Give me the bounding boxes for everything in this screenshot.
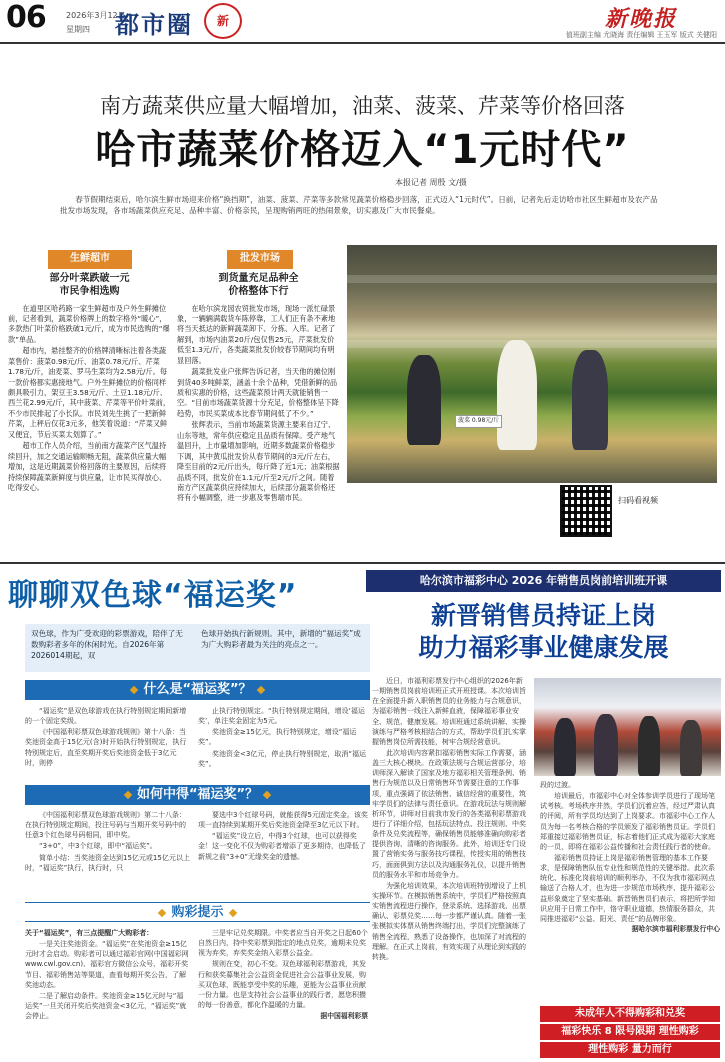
paragraph: 奖池资金≥15亿元，执行特别规定，增设“福运奖”。 xyxy=(198,728,357,747)
training-photo xyxy=(534,678,721,776)
slogan-bar: 理性购彩 量力而行 xyxy=(540,1042,720,1058)
question-title: 购彩提示 xyxy=(171,905,224,920)
paragraph: 《中国福利彩票双色球游戏规则》第十八条：当奖池资金高于15亿元(含)时开始执行特别规定，执行特别规定后，直至奖期开奖后奖池资金低于3亿元时，则停 xyxy=(25,728,187,767)
paragraph: 要选中3个红球号码，就能获得5元固定奖金。该奖项一直持续到某期开奖后奖池资金降至3亿元以下时。 xyxy=(198,811,368,830)
training-column-1 xyxy=(372,676,528,963)
training-headline-line1: 新晋销售员持证上岗 xyxy=(430,601,656,630)
paragraph: 奖池资金<3亿元，停止执行特别规定，取消“福运奖”。 xyxy=(198,749,366,768)
paragraph: 三是牢记兑奖期限。中奖者应当自开奖之日起60个自然日内，持中奖彩票到指定的地点兑奖，逾期未兑奖视为弃奖，弃奖奖金纳入彩票公益金。 xyxy=(198,929,368,958)
question-bar-what xyxy=(25,680,370,700)
story-column-2 xyxy=(177,250,340,505)
section-seal-logo: 新 xyxy=(204,3,242,39)
question-bar-tips xyxy=(25,902,370,922)
market-photo xyxy=(347,245,717,483)
source-credit: 据中国福利彩票 xyxy=(320,1012,368,1021)
lottery-intro-box xyxy=(25,624,370,672)
paragraph: 此次培训内容紧扣福彩销售实际工作需要，涵盖三大核心模块。在政策法规与合规运营部分，培训师深入解读了国家及地方福彩相关管理条例、销售行为规范以及日常销售环节需要注意的工作事项，重点强调了依法销售、诚信经营的重要性，筑牢学员们的法律与责任意识。在游戏玩法与规则解析环节，讲师对目前我市发行的各类福利彩票游戏进行了详细介绍，包括玩法特点、投注规则、中奖条件及兑奖流程等，确保销售员能够准确向购彩者提供咨询、清晰的咨询服务。此外，培训还专门设置了营销实务与服务技巧课程，传授实用的销售技巧，面面俱到方法以及沟通服务礼仪，以提升销售员的服务水平和市场竞争力。 xyxy=(372,748,526,879)
photo-shopper xyxy=(497,340,537,450)
paragraph: 为强化培训效果，本次培训班特别增设了上机实操环节。在模拟销售系统中，学员们严格按照真实销售流程进行操作，登录系统、选择游戏、出票确认、彩票兑奖……每一步都严谨认真。随着一张张模拟实体票从销售终端打出，学员们完整演练了销售全流程，熟悉了设备操作，也加深了对流程的理解。在正式上岗前，有效实现了从理论到实践的转换。 xyxy=(372,881,526,961)
training-headline-line2: 助力福彩事业健康发展 xyxy=(418,633,669,662)
paragraph: 关于“福运奖”，有三点提醒广大购彩者： xyxy=(25,929,154,937)
paragraph: “福运奖”是双色球游戏在执行特别规定期间新增的一个固定奖级。 xyxy=(25,707,187,726)
story-headline: 哈市蔬菜价格迈入“1元时代” xyxy=(95,127,630,173)
qr-code[interactable] xyxy=(560,485,612,537)
paragraph: 培训最后，市福彩中心对全体参训学员进行了现场笔试考核。考场秩序井然，学员们沉着应答，经过严肃认真的评阅，所有学员均达到了上岗要求。市福彩中心工作人员为每一名考核合格的学员颁发了福彩销售员证。学员们郑重接过福彩销售员证，标志着他们正式成为福彩大家庭的一员，即将在福彩公益传播和社会责任践行者的使命。 xyxy=(540,792,715,851)
paragraph: 超市工作人员介绍，当前南方蔬菜产区气温持续回升，加之交通运输顺畅无阻，蔬菜供应量大幅增加，这是近期蔬菜价格回落的主要原因，后续将持续保障蔬菜新鲜度与供应量，让市民买得放心、吃得安心。 xyxy=(8,441,167,492)
photo-person xyxy=(594,714,618,776)
paragraph: 福彩销售员持证上岗是福彩销售管理的基本工作要求，是保障销售队伍专业性和规范性的关键举措。此次系统化、标准化岗前培训的顺利举办，不仅为我市福彩网点输送了合格人才，也为进一步规范市场秩序、提升福彩公益形象奠定了坚实基础。新晋销售员们表示，将把所学知识应用于日常工作中，恪守职业道德，热情服务群众，共同推进福彩“公益、阳光、责任”的品牌形象。 xyxy=(540,853,715,923)
paragraph: 二是了解启动条件。奖池资金≥15亿元时与“福运奖”一旦关闭开奖后奖池资金<3亿元，“福运奖”就会停止。 xyxy=(25,991,187,1021)
page-number: 06 xyxy=(6,0,46,35)
slogan-bar: 未成年人不得购彩和兑奖 xyxy=(540,1006,720,1022)
paragraph: 超市内，悬挂整齐的价格牌清晰标注着各类蔬菜售价：菠菜0.98元/斤、油菜0.78元/斤、芹菜1.78元/斤，油麦菜、罗马生菜均为2.58元/斤。每一款价格都实惠接地气。户外生鲜摊位的价格同样颇具吸引力，架豆王3.58元/斤、土豆1.18元/斤、西兰花2.99元/斤，其中菠菜、芹菜等平价叶菜前，不少市民排起了小长队。市民刘先生挑了一把新鲜芹菜，上秤后仅花3元多，他笑着说道：“芹菜又鲜又便宜，节后买菜太划算了。” xyxy=(8,346,171,439)
story-lede: 春节假期结束后，哈尔滨生鲜市场迎来价格“换挡期”，油菜、菠菜、芹菜等多款常见蔬菜价格稳步回落，正式迈入“1元时代”。日前，记者先后走访哈市社区生鲜超市及农产品批发市场发现，各市场蔬菜供应充足、品种丰富、价格亲民，呈现购销两旺的热闹景象，切实惠及广大市民餐桌。 xyxy=(60,195,658,215)
paragraph: 在哈尔滨龙园农贸批发市场，现场一派忙碌景象，一辆辆满载货车陈停靠，工人们正有条不紊地将当天抵达的新鲜蔬菜卸下、分拣、入库。记者了解到，市场内油菜20斤/包仅售25元，芹菜批发价低至1.3元/斤，各类蔬菜批发价较春节期间均有明显回落。 xyxy=(177,303,336,365)
newspaper-logo: 新晚报 xyxy=(605,6,678,32)
paragraph: 规则在变，初心不变。双色球福利彩票游戏，其发行和获奖募集社会公益资金促进社会公益事业发展，购买双色球，既能享受中奖的乐趣，更能为公益事业贡献一份力量。也是支持社会公益事业的践行者，愿您积攒的每一份善意，都化作温暖的力量。 xyxy=(198,960,366,1009)
photo-shelf xyxy=(347,275,717,283)
paragraph: 简单小结：当奖池资金达到15亿元或15亿元以上时，“福运奖”执行，执行时，只 xyxy=(25,853,190,872)
section-title: 都市圈 xyxy=(115,11,193,39)
paragraph: 近日，市福利彩票发行中心组织的2026年新一期销售员岗前培训班正式开班授课。本次培训旨在全面提升新入职销售员的业务能力与合规意识，为福彩销售一线注入新鲜血液，保障福彩事业安全、规范、健康发展。培训班通过系统讲解、实操演练与严格考核相结合的方式，帮助学员们扎实掌握销售岗位所需技能，树牢合规经营意识。 xyxy=(372,677,526,746)
issue-date: 2026年3月12日 xyxy=(66,11,126,20)
diamond-icon xyxy=(256,685,264,693)
topic-tag-supermarket: 生鲜超市 xyxy=(48,250,132,269)
diamond-icon xyxy=(228,908,236,916)
paragraph: “福运奖”设立后，中得3个红球，也可以获得奖金！这一变化不仅为购彩者增添了更多期待，也降低了新规之前“3+0”无缘奖金的遗憾。 xyxy=(198,832,366,861)
subhead-wholesale-line2: 价格整体下行 xyxy=(228,286,289,297)
photo-person xyxy=(680,720,702,776)
subhead-supermarket-line1: 部分叶菜跌破一元 xyxy=(49,272,130,284)
story-column-1 xyxy=(8,250,171,494)
editor-credits: 值班副主编 尤晓海 责任编辑 王玉军 版式 关健阳 xyxy=(565,31,717,39)
photo-person xyxy=(638,716,660,776)
paragraph: 一是关注奖池资金。“福运奖”在奖池资金≥15亿元时才会启动。购彩者可以通过福彩官网(中国福彩网www.cwl.gov.cn)、福彩官方微信公众号、福彩开奖节目、福彩销售站等渠道，查看每期开奖公告，了解奖池动态。 xyxy=(25,940,189,989)
paragraph: 蔬菜批发业户张辉告诉记者，当天他的摊位刚到货40多吨鲜菜，涵盖十余个品种，凭借新鲜的品质和实惠的价格，这些蔬菜预计两天就能销售一空。“目前市场蔬菜货源十分充足，价格整体呈下降趋势，市民买菜成本比春节期间低了不少。” xyxy=(177,367,339,418)
question-title: 什么是“福运奖”？ xyxy=(143,682,252,697)
paragraph: 《中国福利彩票双色球游戏规则》第二十八条：在执行特别规定期间，投注号码与当期开奖号码中的任意3个红色球号码相同，即中奖。 xyxy=(25,811,186,840)
story-kicker: 南方蔬菜供应量大幅增加，油菜、菠菜、芹菜等价格回落 xyxy=(100,94,625,118)
question-text-left xyxy=(25,810,190,874)
slogan-bar: 福彩快乐 8 限号限期 理性购彩 xyxy=(540,1024,720,1040)
paragraph: “3+0”，中3个红球，即中“福运奖”。 xyxy=(39,842,157,851)
diamond-icon xyxy=(263,790,271,798)
question-title: 如何中得“福运奖”？ xyxy=(136,787,259,802)
paragraph: 张辉表示，当前市场蔬菜货源主要来自辽宁、山东等地，常年供应稳定且品质有保障。受产地气温回升，上市量增加影响，近期多数蔬菜价格稳步下调，其中黄瓜批发价从春节期间的3元/斤左右，降至目前的2元/斤出头，每斤降了近1元；油菜根据品质不同，批发价在1.1元/斤至2元/斤之间。随着南方产区蔬菜供应持续加大，后续部分蔬菜价格还将有小幅调整，进一步惠及零售端市民。 xyxy=(177,420,340,503)
subhead-supermarket-line2: 市民争相选购 xyxy=(59,286,120,297)
topic-tag-wholesale: 批发市场 xyxy=(227,250,293,269)
source-credit: 据哈尔滨市福利彩票发行中心 xyxy=(631,924,720,933)
qr-label: 扫码看视频 xyxy=(618,496,658,505)
intro-text-right: 色球开始执行新规则。其中，新增的“福运奖”成为广大购彩者最为关注的亮点之一。 xyxy=(201,629,361,649)
diamond-icon xyxy=(124,790,132,798)
issue-weekday: 星期四 xyxy=(66,25,90,34)
photo-person xyxy=(554,718,576,776)
intro-text-left: 双色球，作为广受欢迎的彩票游戏，陪伴了无数购彩者多年的休闲时光。自2026年第2026014期起，双 xyxy=(31,629,183,660)
question-text-right xyxy=(198,810,368,863)
paragraph: 在道里区哈药路一家生鲜超市及户外生鲜摊位前，记者看到，蔬菜价格牌上的数字格外“暖心”，多款热门叶菜价格跌破1元/斤，成为市民选购的“爆款”单品。 xyxy=(8,303,170,344)
photo-shopper xyxy=(572,350,608,450)
subhead-wholesale-line1: 到货量充足品种全 xyxy=(218,272,299,284)
photo-price-sign: 菠菜 0.98元/斤 xyxy=(455,415,502,428)
question-text-left xyxy=(25,928,190,1022)
photo-shelf xyxy=(347,340,717,348)
training-column-2 xyxy=(540,780,720,935)
page-header xyxy=(0,0,725,44)
paragraph: 段的过渡。 xyxy=(540,781,575,789)
story-byline: 本报记者 周殷 文/摄 xyxy=(395,178,467,187)
lottery-title: 聊聊双色球“福运奖” xyxy=(8,578,298,613)
section-divider xyxy=(0,562,725,564)
training-banner: 哈尔滨市福彩中心 2026 年销售员岗前培训班开课 xyxy=(366,570,721,592)
paragraph: 止执行特别规定。“执行特别规定期间，增设‘福运奖’，单注奖金固定为5元。 xyxy=(198,707,365,726)
question-text-right xyxy=(198,706,368,770)
question-bar-how xyxy=(25,785,370,805)
diamond-icon xyxy=(130,685,138,693)
diamond-icon xyxy=(158,908,166,916)
question-text-right xyxy=(198,928,368,1022)
photo-shopper xyxy=(407,355,441,445)
question-text-left xyxy=(25,706,190,769)
